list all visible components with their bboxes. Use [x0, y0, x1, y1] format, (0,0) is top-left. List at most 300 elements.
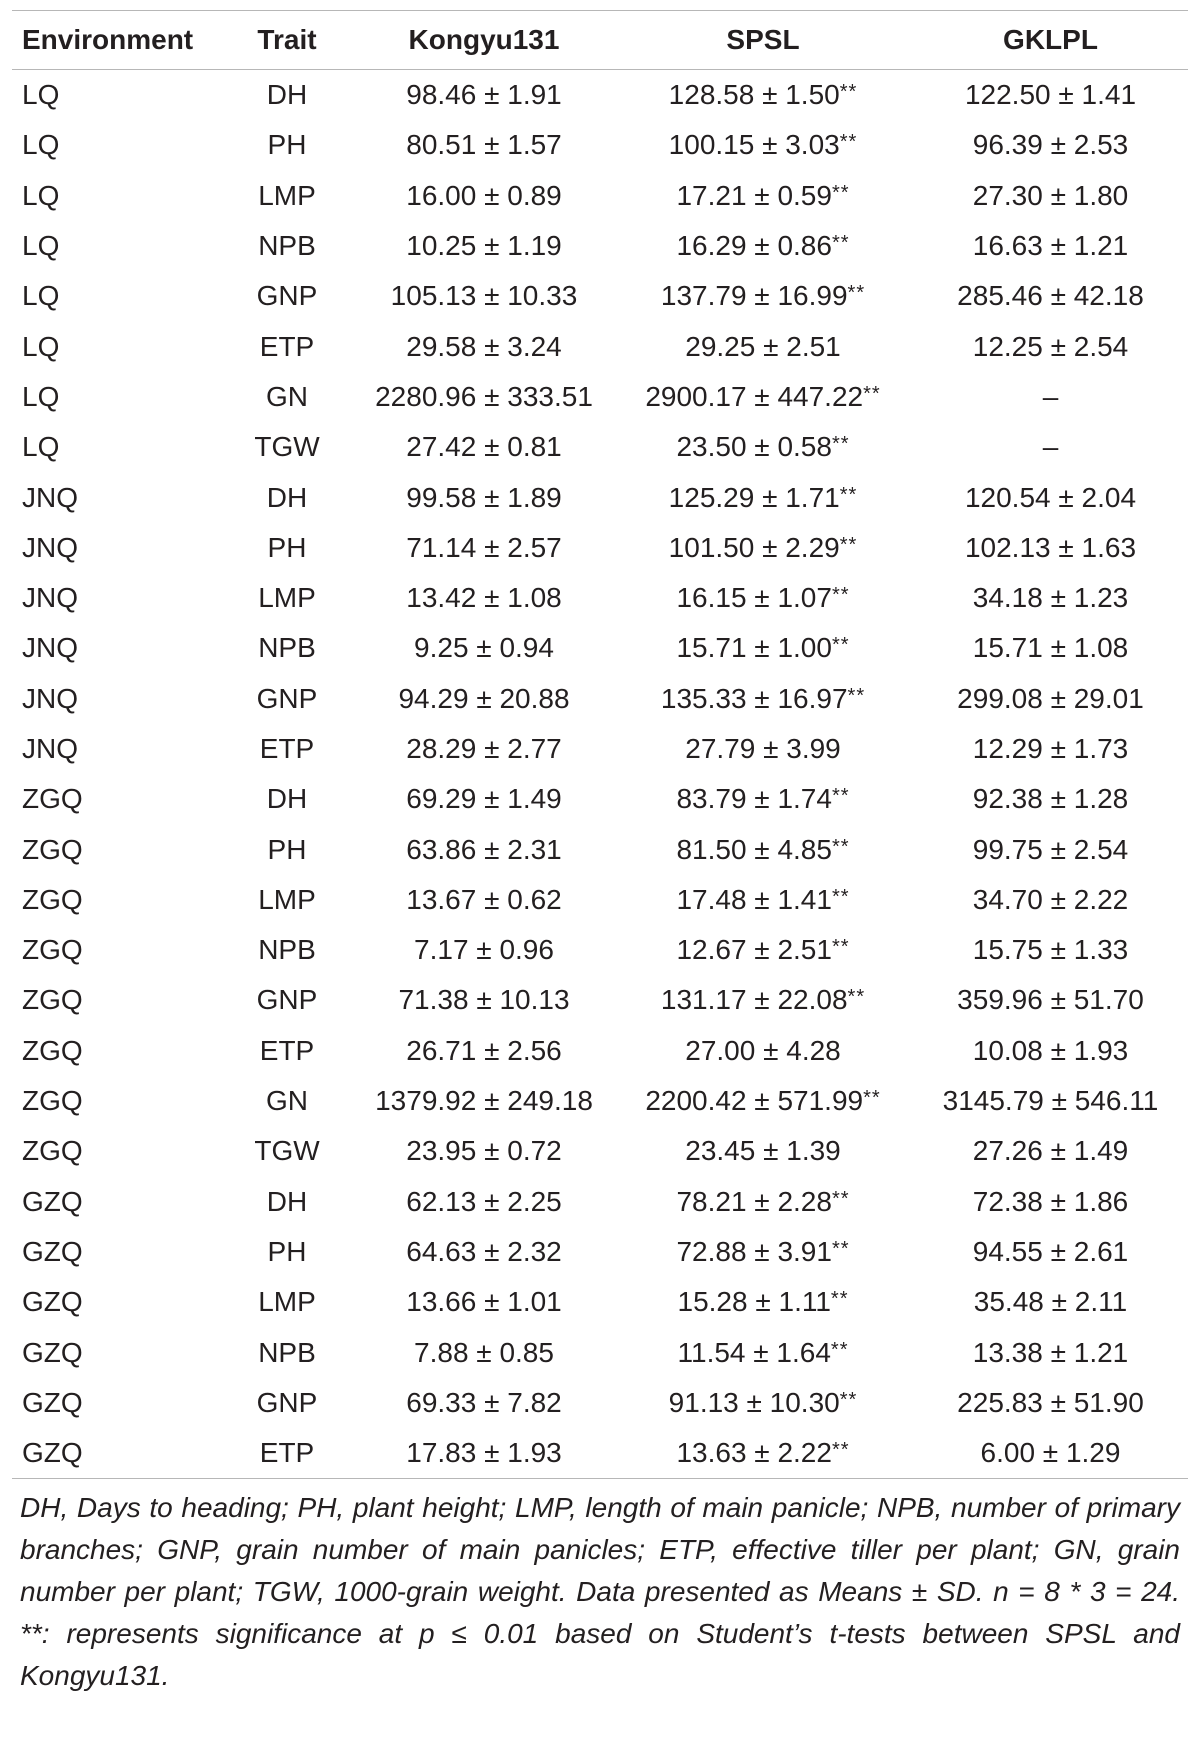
cell-trait [219, 321, 355, 371]
cell-spsl [613, 975, 913, 1025]
cell-trait-value: ETP [259, 733, 315, 764]
cell-trait-value: NPB [258, 934, 316, 966]
cell-environment-value: ZGQ [22, 1034, 83, 1066]
cell-trait-value: LMP [258, 1286, 316, 1318]
cell-kongyu131-value: 7.88 ± 0.85 [414, 1336, 554, 1368]
cell-environment [12, 623, 219, 673]
significance-marker: ** [830, 1288, 849, 1311]
cell-gklpl-value: 16.63 ± 1.21 [972, 230, 1129, 262]
cell-environment [12, 1327, 219, 1377]
cell-spsl-value: 81.50 ± 4.85 [676, 833, 832, 865]
table-row [12, 221, 1188, 271]
significance-marker: ** [831, 433, 850, 456]
cell-gklpl [913, 523, 1188, 573]
significance-marker: ** [831, 634, 850, 657]
significance-marker: ** [839, 131, 858, 154]
cell-trait [219, 523, 355, 573]
cell-trait-value: PH [267, 531, 307, 563]
cell-kongyu131 [355, 271, 613, 321]
cell-kongyu131-value: 16.00 ± 0.89 [406, 179, 562, 211]
cell-kongyu131-value: 1379.92 ± 249.18 [375, 1085, 593, 1117]
cell-kongyu131 [355, 1277, 613, 1327]
header-environment: Environment [22, 24, 194, 55]
cell-spsl-value: 15.28 ± 1.11 [677, 1286, 831, 1318]
cell-kongyu131 [355, 171, 613, 221]
cell-kongyu131-value: 27.42 ± 0.81 [406, 431, 562, 463]
table-row [12, 1026, 1188, 1076]
cell-trait [219, 120, 355, 170]
cell-environment-value: JNQ [22, 531, 78, 563]
header-trait: Trait [257, 24, 317, 55]
cell-environment [12, 1428, 219, 1478]
cell-kongyu131-value: 10.25 ± 1.19 [406, 230, 562, 262]
cell-gklpl [913, 774, 1188, 824]
significance-marker: ** [831, 181, 850, 204]
cell-trait [219, 824, 355, 874]
cell-spsl-value: 23.45 ± 1.39 [685, 1135, 841, 1167]
cell-environment [12, 1126, 219, 1176]
cell-environment [12, 70, 219, 120]
cell-trait [219, 1177, 355, 1227]
table-row [12, 1177, 1188, 1227]
cell-environment-value: LQ [22, 230, 60, 262]
cell-spsl [613, 1126, 913, 1176]
cell-gklpl-value: 99.75 ± 2.54 [972, 833, 1129, 865]
cell-kongyu131 [355, 523, 613, 573]
cell-gklpl [913, 422, 1188, 472]
cell-gklpl-value: 6.00 ± 1.29 [980, 1437, 1121, 1469]
table-row [12, 774, 1188, 824]
cell-kongyu131-value: 63.86 ± 2.31 [406, 833, 562, 865]
cell-environment [12, 674, 219, 724]
cell-trait [219, 372, 355, 422]
cell-kongyu131 [355, 472, 613, 522]
cell-spsl-value: 135.33 ± 16.97 [660, 682, 848, 714]
table-row [12, 975, 1188, 1025]
cell-spsl-value: 27.79 ± 3.99 [685, 733, 841, 764]
cell-environment-value: LQ [22, 280, 60, 312]
cell-gklpl-value: 13.38 ± 1.21 [972, 1336, 1129, 1368]
cell-spsl-value: 131.17 ± 22.08 [660, 984, 848, 1016]
cell-spsl-value: 27.00 ± 4.28 [685, 1034, 841, 1066]
table-row [12, 674, 1188, 724]
cell-environment [12, 1277, 219, 1327]
cell-environment-value: ZGQ [22, 883, 83, 915]
table-row [12, 1126, 1188, 1176]
cell-spsl-value: 72.88 ± 3.91 [676, 1235, 832, 1267]
table-row [12, 925, 1188, 975]
cell-spsl [613, 1428, 913, 1478]
header-row [12, 11, 1188, 69]
cell-environment-value: LQ [22, 179, 60, 211]
cell-gklpl-value: – [1042, 431, 1059, 463]
cell-gklpl-value: 359.96 ± 51.70 [957, 984, 1144, 1016]
cell-gklpl [913, 1177, 1188, 1227]
cell-kongyu131-value: 98.46 ± 1.91 [406, 79, 562, 111]
significance-marker: ** [831, 936, 850, 959]
header-kongyu131: Kongyu131 [408, 24, 560, 55]
significance-marker: ** [839, 533, 858, 556]
cell-kongyu131 [355, 724, 613, 774]
cell-spsl [613, 271, 913, 321]
cell-kongyu131-value: 13.42 ± 1.08 [406, 582, 562, 614]
significance-marker: ** [847, 282, 866, 305]
cell-environment [12, 1026, 219, 1076]
table-row [12, 271, 1188, 321]
table-row [12, 422, 1188, 472]
cell-gklpl [913, 1026, 1188, 1076]
cell-gklpl [913, 120, 1188, 170]
cell-kongyu131-value: 2280.96 ± 333.51 [375, 380, 593, 412]
cell-spsl [613, 171, 913, 221]
cell-gklpl [913, 674, 1188, 724]
cell-gklpl-value: 27.26 ± 1.49 [972, 1135, 1129, 1167]
cell-kongyu131 [355, 925, 613, 975]
table-row [12, 623, 1188, 673]
cell-spsl [613, 724, 913, 774]
cell-trait [219, 573, 355, 623]
cell-spsl [613, 70, 913, 120]
cell-trait [219, 271, 355, 321]
cell-gklpl-value: 299.08 ± 29.01 [957, 682, 1144, 714]
cell-environment-value: JNQ [22, 582, 78, 614]
cell-trait-value: NPB [258, 1336, 316, 1368]
cell-gklpl [913, 171, 1188, 221]
cell-kongyu131-value: 17.83 ± 1.93 [406, 1437, 562, 1469]
cell-gklpl [913, 724, 1188, 774]
cell-trait-value: TGW [254, 431, 320, 463]
cell-trait-value: DH [266, 79, 308, 111]
cell-gklpl-value: 94.55 ± 2.61 [972, 1235, 1129, 1267]
cell-spsl [613, 1378, 913, 1428]
significance-marker: ** [830, 1338, 849, 1361]
cell-spsl [613, 1327, 913, 1377]
cell-kongyu131-value: 26.71 ± 2.56 [406, 1034, 562, 1066]
cell-gklpl-value: 12.29 ± 1.73 [972, 733, 1129, 764]
cell-spsl-value: 2200.42 ± 571.99 [645, 1085, 864, 1117]
cell-environment-value: GZQ [22, 1185, 83, 1217]
cell-kongyu131-value: 13.67 ± 0.62 [406, 883, 562, 915]
cell-trait-value: PH [267, 833, 307, 865]
cell-kongyu131 [355, 70, 613, 120]
cell-environment [12, 774, 219, 824]
cell-trait [219, 1076, 355, 1126]
cell-spsl-value: 12.67 ± 2.51 [676, 934, 832, 966]
cell-spsl [613, 523, 913, 573]
cell-trait-value: ETP [259, 1437, 315, 1469]
cell-kongyu131 [355, 372, 613, 422]
cell-gklpl [913, 824, 1188, 874]
cell-trait [219, 674, 355, 724]
cell-environment [12, 1076, 219, 1126]
cell-environment [12, 472, 219, 522]
cell-trait-value: LMP [258, 883, 316, 915]
cell-spsl [613, 824, 913, 874]
header-spsl: SPSL [726, 24, 800, 55]
table-row [12, 1428, 1188, 1478]
cell-environment [12, 321, 219, 371]
cell-spsl [613, 321, 913, 371]
cell-trait-value: GN [266, 1085, 308, 1117]
cell-spsl-value: 100.15 ± 3.03 [668, 129, 840, 161]
cell-environment [12, 925, 219, 975]
cell-trait-value: TGW [254, 1135, 320, 1167]
cell-environment-value: ZGQ [22, 783, 83, 815]
cell-spsl-value: 23.50 ± 0.58 [676, 431, 832, 463]
cell-environment [12, 573, 219, 623]
cell-environment-value: JNQ [22, 481, 78, 513]
cell-spsl-value: 17.21 ± 0.59 [676, 179, 832, 211]
cell-spsl [613, 774, 913, 824]
cell-gklpl-value: 34.70 ± 2.22 [972, 883, 1129, 915]
cell-spsl [613, 1026, 913, 1076]
cell-gklpl-value: 225.83 ± 51.90 [957, 1386, 1144, 1418]
cell-environment-value: ZGQ [22, 984, 83, 1016]
cell-environment-value: JNQ [22, 733, 78, 764]
table-row [12, 171, 1188, 221]
cell-trait [219, 70, 355, 120]
cell-environment-value: ZGQ [22, 833, 83, 865]
cell-trait [219, 1428, 355, 1478]
significance-marker: ** [831, 835, 850, 858]
cell-spsl [613, 1076, 913, 1126]
table-row [12, 1378, 1188, 1428]
cell-kongyu131-value: 13.66 ± 1.01 [406, 1286, 562, 1318]
cell-environment-value: GZQ [22, 1336, 83, 1368]
table-row [12, 70, 1188, 120]
cell-trait-value: GN [266, 380, 308, 412]
cell-trait-value: GNP [256, 280, 318, 312]
cell-environment [12, 372, 219, 422]
cell-gklpl [913, 1428, 1188, 1478]
cell-gklpl-value: 96.39 ± 2.53 [972, 129, 1129, 161]
cell-spsl-value: 13.63 ± 2.22 [676, 1437, 832, 1469]
cell-environment [12, 875, 219, 925]
cell-spsl-value: 29.25 ± 2.51 [685, 330, 841, 362]
cell-spsl-value: 128.58 ± 1.50 [668, 79, 840, 111]
cell-trait-value: PH [267, 129, 307, 161]
table-row [12, 724, 1188, 774]
cell-kongyu131-value: 29.58 ± 3.24 [406, 330, 562, 362]
cell-spsl-value: 17.48 ± 1.41 [676, 883, 832, 915]
cell-spsl [613, 925, 913, 975]
cell-spsl [613, 422, 913, 472]
cell-gklpl-value: 10.08 ± 1.93 [972, 1034, 1129, 1066]
footnote: DH, Days to heading; PH, plant height; LMP, length of main panicle; NPB, number of primary branches; GNP, grain number of main panicles; ETP, effective tiller per plant; GN, grain number per plant; TGW, 1000-grain weight. Data presented as Means ± SD. n = 8 * 3 = 24. **: represents significance at p ≤ 0.01 based on Student’s t-tests between SPSL and Kongyu131. [20, 1492, 1180, 1692]
cell-gklpl-value: 285.46 ± 42.18 [957, 280, 1144, 312]
cell-gklpl [913, 1227, 1188, 1277]
table-body [12, 70, 1188, 1478]
cell-gklpl [913, 1327, 1188, 1377]
significance-marker: ** [839, 1388, 858, 1411]
cell-gklpl [913, 1378, 1188, 1428]
cell-spsl-value: 2900.17 ± 447.22 [645, 380, 864, 412]
cell-gklpl-value: 34.18 ± 1.23 [972, 582, 1129, 614]
cell-gklpl [913, 875, 1188, 925]
cell-kongyu131 [355, 824, 613, 874]
cell-trait [219, 1026, 355, 1076]
cell-kongyu131 [355, 674, 613, 724]
cell-kongyu131 [355, 774, 613, 824]
table-row [12, 824, 1188, 874]
cell-spsl [613, 1177, 913, 1227]
cell-kongyu131 [355, 1428, 613, 1478]
cell-kongyu131 [355, 1227, 613, 1277]
cell-kongyu131-value: 80.51 ± 1.57 [406, 129, 562, 161]
cell-kongyu131 [355, 573, 613, 623]
cell-trait-value: PH [267, 1235, 307, 1267]
cell-spsl-value: 83.79 ± 1.74 [676, 783, 832, 815]
cell-kongyu131-value: 7.17 ± 0.96 [414, 934, 554, 966]
significance-marker: ** [831, 232, 850, 255]
cell-kongyu131 [355, 1126, 613, 1176]
significance-marker: ** [831, 584, 850, 607]
significance-marker: ** [831, 1439, 850, 1462]
cell-environment-value: ZGQ [22, 1135, 83, 1167]
cell-trait [219, 422, 355, 472]
table-container [12, 10, 1188, 1697]
cell-environment-value: ZGQ [22, 934, 83, 966]
cell-kongyu131-value: 9.25 ± 0.94 [414, 632, 554, 664]
cell-gklpl [913, 623, 1188, 673]
cell-spsl-value: 16.15 ± 1.07 [676, 582, 832, 614]
cell-trait-value: NPB [258, 230, 316, 262]
cell-gklpl [913, 975, 1188, 1025]
table-row [12, 120, 1188, 170]
cell-environment-value: GZQ [22, 1286, 83, 1318]
cell-kongyu131 [355, 221, 613, 271]
cell-environment-value: GZQ [22, 1437, 83, 1469]
cell-kongyu131 [355, 1177, 613, 1227]
cell-environment-value: JNQ [22, 632, 78, 664]
cell-spsl [613, 875, 913, 925]
cell-kongyu131-value: 71.14 ± 2.57 [406, 531, 562, 563]
cell-trait [219, 724, 355, 774]
cell-kongyu131-value: 105.13 ± 10.33 [390, 280, 578, 312]
cell-environment [12, 1227, 219, 1277]
cell-kongyu131-value: 94.29 ± 20.88 [398, 682, 570, 714]
cell-gklpl [913, 271, 1188, 321]
cell-environment [12, 221, 219, 271]
cell-gklpl [913, 1126, 1188, 1176]
cell-gklpl [913, 925, 1188, 975]
table-row [12, 573, 1188, 623]
cell-environment-value: LQ [22, 431, 60, 463]
cell-gklpl [913, 472, 1188, 522]
cell-spsl [613, 472, 913, 522]
cell-spsl-value: 78.21 ± 2.28 [676, 1185, 832, 1217]
cell-gklpl [913, 221, 1188, 271]
cell-environment [12, 422, 219, 472]
significance-marker: ** [847, 684, 866, 707]
cell-kongyu131 [355, 975, 613, 1025]
cell-trait-value: NPB [258, 632, 316, 664]
table-row [12, 1327, 1188, 1377]
data-table [12, 11, 1188, 1478]
significance-marker: ** [831, 1187, 850, 1210]
cell-spsl-value: 125.29 ± 1.71 [668, 481, 840, 513]
cell-gklpl-value: 72.38 ± 1.86 [972, 1185, 1129, 1217]
cell-kongyu131 [355, 1026, 613, 1076]
cell-kongyu131 [355, 1327, 613, 1377]
cell-trait [219, 1126, 355, 1176]
cell-environment [12, 1177, 219, 1227]
cell-environment [12, 120, 219, 170]
cell-gklpl [913, 321, 1188, 371]
cell-trait-value: DH [266, 481, 308, 513]
cell-trait-value: ETP [259, 1034, 315, 1066]
cell-gklpl-value: 35.48 ± 2.11 [973, 1286, 1128, 1318]
table-row [12, 1076, 1188, 1126]
cell-kongyu131 [355, 1076, 613, 1126]
cell-spsl [613, 372, 913, 422]
cell-trait-value: LMP [258, 582, 316, 614]
cell-trait-value: GNP [256, 682, 318, 714]
table-row [12, 1227, 1188, 1277]
cell-kongyu131 [355, 623, 613, 673]
cell-trait [219, 623, 355, 673]
cell-trait [219, 1277, 355, 1327]
cell-spsl-value: 91.13 ± 10.30 [668, 1386, 840, 1418]
cell-trait [219, 1227, 355, 1277]
cell-environment-value: LQ [22, 79, 60, 111]
cell-environment [12, 271, 219, 321]
cell-gklpl-value: 3145.79 ± 546.11 [942, 1085, 1159, 1117]
cell-trait [219, 171, 355, 221]
cell-trait [219, 1378, 355, 1428]
cell-gklpl [913, 372, 1188, 422]
cell-environment-value: GZQ [22, 1235, 83, 1267]
cell-spsl [613, 1277, 913, 1327]
cell-spsl [613, 1227, 913, 1277]
cell-spsl-value: 101.50 ± 2.29 [668, 531, 840, 563]
cell-kongyu131 [355, 875, 613, 925]
cell-spsl-value: 16.29 ± 0.86 [676, 230, 832, 262]
cell-environment [12, 824, 219, 874]
cell-gklpl-value: 92.38 ± 1.28 [972, 783, 1129, 815]
cell-trait [219, 975, 355, 1025]
cell-spsl [613, 674, 913, 724]
cell-trait [219, 925, 355, 975]
table-row [12, 875, 1188, 925]
cell-gklpl-value: 15.71 ± 1.08 [972, 632, 1129, 664]
cell-kongyu131-value: 69.29 ± 1.49 [406, 783, 562, 815]
cell-kongyu131-value: 23.95 ± 0.72 [406, 1135, 562, 1167]
cell-trait-value: DH [266, 1185, 308, 1217]
cell-gklpl [913, 573, 1188, 623]
cell-kongyu131-value: 69.33 ± 7.82 [406, 1386, 562, 1418]
cell-kongyu131 [355, 120, 613, 170]
table-row [12, 523, 1188, 573]
cell-trait [219, 774, 355, 824]
significance-marker: ** [847, 986, 866, 1009]
cell-spsl [613, 221, 913, 271]
cell-gklpl-value: 102.13 ± 1.63 [964, 531, 1137, 563]
cell-spsl [613, 120, 913, 170]
cell-kongyu131-value: 71.38 ± 10.13 [398, 984, 570, 1016]
cell-environment [12, 523, 219, 573]
cell-gklpl-value: 12.25 ± 2.54 [972, 330, 1129, 362]
header-gklpl: GKLPL [1003, 24, 1098, 55]
cell-trait [219, 1327, 355, 1377]
cell-kongyu131-value: 62.13 ± 2.25 [406, 1185, 562, 1217]
cell-gklpl [913, 1277, 1188, 1327]
cell-environment-value: LQ [22, 129, 60, 161]
cell-gklpl [913, 70, 1188, 120]
significance-marker: ** [831, 1237, 850, 1260]
cell-gklpl [913, 1076, 1188, 1126]
cell-environment [12, 975, 219, 1025]
